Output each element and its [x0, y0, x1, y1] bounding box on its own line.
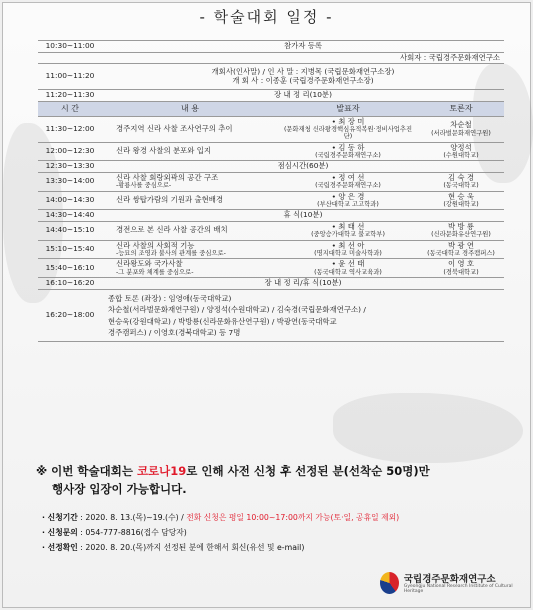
- session-title-cell: [102, 172, 278, 191]
- discussant-affiliation: (동국대학교): [443, 182, 479, 190]
- session-presenter-cell: [278, 240, 418, 259]
- info-label: · 신청기간: [42, 513, 78, 522]
- moderator-text: 사회자 : 국립경주문화재연구소: [102, 52, 504, 64]
- presenter-affiliation: (동국대학교 역사교육과): [314, 268, 382, 276]
- session-title: 신라 쌍탑가람의 기원과 출현배경: [116, 195, 224, 205]
- session-title: 신라 왕경 사찰의 분포와 입지: [116, 146, 212, 156]
- row-text: 휴 식(10분): [102, 210, 504, 222]
- discussant-name: 양정석: [450, 142, 472, 152]
- session-row: [38, 142, 504, 161]
- presenter-name: • 최 장 미: [331, 116, 365, 126]
- info-red-text: 전화 신청은 평일 10:00~17:00까지 가능(토·일, 공휴일 제외): [186, 513, 400, 522]
- session-row: [38, 221, 504, 240]
- table-header-row: [38, 101, 504, 116]
- session-presenter-cell: [278, 259, 418, 278]
- session-time: 11:30~12:00: [38, 116, 102, 142]
- discussant-name: 현 승 욱: [447, 191, 475, 201]
- presenter-affiliation: (국립경주문화재연구소): [315, 182, 381, 190]
- row-text: 장 내 정 리(10분): [102, 90, 504, 102]
- presenter-affiliation: (중앙승가대학교 불교학부): [311, 231, 385, 239]
- row-time: 14:30~14:40: [38, 210, 102, 222]
- session-time: 14:40~15:10: [38, 221, 102, 240]
- discussant-name: 박 광 연: [447, 240, 475, 250]
- table-row: [38, 210, 504, 222]
- session-time: 14:00~14:30: [38, 191, 102, 210]
- discussion-line: 차순철(서라벌문화재연구원) / 양정석(수원대학교) / 김숙경(국립문화재연구소) /: [108, 305, 366, 315]
- opening-text: [102, 64, 504, 90]
- session-presenter-cell: [278, 142, 418, 161]
- notice: [36, 463, 506, 499]
- discussant-affiliation: (신라문화유산연구원): [431, 231, 491, 239]
- table-row: [38, 161, 504, 173]
- session-title: 경전으로 본 신라 사찰 공간의 배치: [116, 225, 228, 235]
- table-row: [38, 278, 504, 290]
- session-time: 12:00~12:30: [38, 142, 102, 161]
- notice-line-1: [36, 463, 506, 481]
- discussant-affiliation: (경북대학교): [443, 268, 479, 276]
- row-time: 16:20~18:00: [38, 289, 102, 342]
- row-text: 장 내 정 리/휴 식(10분): [102, 278, 504, 290]
- session-title-cell: [102, 191, 278, 210]
- discussant-name: 차순철: [450, 120, 472, 130]
- session-discussant-cell: [418, 240, 504, 259]
- session-title: 경주지역 신라 사찰 조사연구의 추이: [116, 123, 233, 133]
- header-time: 시 간: [38, 101, 102, 116]
- session-time: 15:40~16:10: [38, 259, 102, 278]
- notice-highlight: 코로나19: [136, 464, 187, 478]
- session-discussant-cell: [418, 116, 504, 142]
- discussion-line: 현승욱(강원대학교) / 박방룡(신라문화유산연구원) / 박광연(동국대학교: [108, 316, 337, 326]
- session-group-1: [38, 116, 504, 161]
- header-title: 내 용: [102, 101, 278, 116]
- notice-suffix: 로 인해 사전 신청 후 선정된 분(선착순 50명)만: [186, 464, 430, 478]
- opening-line-2: 개 회 사 : 이종훈 (국립경주문화재연구소장): [232, 75, 374, 85]
- info-line: [42, 525, 502, 540]
- presenter-affiliation: (국립경주문화재연구소): [315, 152, 381, 160]
- institute-logo: [380, 568, 515, 598]
- discussion-line: 경주캠퍼스) / 이영호(경북대학교) 등 7명: [108, 328, 241, 338]
- info-label: · 신청문의: [42, 528, 78, 538]
- presenter-name: • 김 동 하: [331, 142, 365, 152]
- info-line: [42, 540, 502, 555]
- row-time: 12:30~13:30: [38, 161, 102, 173]
- header-presenter: 발표자: [278, 101, 418, 116]
- application-info: [42, 510, 502, 556]
- info-text: : 2020. 8. 13.(목)~19.(수) /: [77, 513, 187, 522]
- discussant-affiliation: (서라벌문화재연구원): [431, 129, 491, 137]
- discussant-affiliation: (강원대학교): [443, 201, 479, 209]
- session-discussant-cell: [418, 191, 504, 210]
- info-label: · 선정확인: [42, 543, 78, 553]
- session-subtitle: -그 분포와 체계를 중심으로-: [116, 268, 194, 276]
- session-presenter-cell: [278, 172, 418, 191]
- schedule-table: [38, 40, 504, 342]
- notice-prefix: ※ 이번 학술대회는: [36, 464, 137, 478]
- presenter-name: • 정 여 선: [331, 172, 365, 182]
- row-time: 11:20~11:30: [38, 90, 102, 102]
- session-title: 신라왕도와 국가사찰: [116, 259, 183, 269]
- session-presenter-cell: [278, 116, 418, 142]
- session-title-cell: [102, 142, 278, 161]
- session-time: 13:30~14:00: [38, 172, 102, 191]
- brush-texture-bottom: [333, 393, 523, 463]
- presenter-affiliation: (명지대학교 미술사학과): [314, 250, 382, 258]
- discussant-name: 박 방 룡: [447, 221, 475, 231]
- session-group-3: [38, 221, 504, 277]
- presenter-name: • 양 은 경: [331, 191, 365, 201]
- session-discussant-cell: [418, 221, 504, 240]
- row-time: [38, 52, 102, 64]
- opening-line-1: 개회사(인사말) / 인 사 말 : 지병목 (국립문화재연구소장): [211, 67, 395, 77]
- presenter-name: • 윤 선 태: [331, 259, 365, 269]
- logo-name: 국립경주문화재연구소: [403, 574, 496, 586]
- session-subtitle: -황룡사를 중심으로-: [116, 182, 172, 190]
- info-text: : 2020. 8. 20.(목)까지 선정된 분에 한해서 회신(유선 및 e-mail): [77, 543, 305, 553]
- row-time: 10:30~11:00: [38, 41, 102, 53]
- session-row: [38, 172, 504, 191]
- table-row: [38, 52, 504, 64]
- row-time: 11:00~11:20: [38, 64, 102, 90]
- institute-emblem-icon: [380, 572, 399, 594]
- discussant-name: 김 숙 경: [447, 172, 475, 182]
- session-presenter-cell: [278, 191, 418, 210]
- table-row: [38, 41, 504, 53]
- session-group-2: [38, 172, 504, 210]
- header-discussant: 토론자: [418, 101, 504, 116]
- info-line: [42, 510, 502, 525]
- presenter-affiliation: (부산대학교 고고학과): [317, 201, 379, 209]
- discussion-text: [102, 289, 504, 342]
- session-presenter-cell: [278, 221, 418, 240]
- row-time: 16:10~16:20: [38, 278, 102, 290]
- session-row: [38, 259, 504, 278]
- session-title-cell: [102, 116, 278, 142]
- discussant-affiliation: (수원대학교): [443, 152, 479, 160]
- session-title-cell: [102, 259, 278, 278]
- presenter-name: • 최 태 선: [331, 221, 365, 231]
- session-title-cell: [102, 221, 278, 240]
- session-row: [38, 191, 504, 210]
- session-subtitle: -능묘의 조영과 불사의 관계를 중심으로-: [116, 250, 226, 258]
- discussion-line: 종합 토론 (좌장) : 임영애(동국대학교): [108, 293, 232, 303]
- discussant-affiliation: (동국대학교 경주캠퍼스): [427, 250, 495, 258]
- presenter-name: • 최 선 아: [331, 240, 365, 250]
- notice-line-2: 행사장 입장이 가능합니다.: [52, 481, 187, 496]
- presenter-affiliation: (문화재청 신라왕경핵심유적복원·정비사업추진단): [283, 126, 413, 141]
- table-row: [38, 289, 504, 342]
- session-discussant-cell: [418, 172, 504, 191]
- session-title-cell: [102, 240, 278, 259]
- row-text: 참가자 등록: [102, 41, 504, 53]
- session-time: 15:10~15:40: [38, 240, 102, 259]
- logo-english: Gyeongju National Research Institute of Cultural Heritage: [403, 584, 513, 594]
- session-discussant-cell: [418, 142, 504, 161]
- table-row: [38, 64, 504, 90]
- table-row: [38, 90, 504, 102]
- session-row: [38, 240, 504, 259]
- info-text: : 054-777-8816(접수 담당자): [77, 528, 187, 538]
- session-row: [38, 116, 504, 142]
- row-text: 점심시간(60분): [102, 161, 504, 173]
- session-discussant-cell: [418, 259, 504, 278]
- discussant-name: 이 영 호: [447, 259, 475, 269]
- session-title: 신라 사찰의 사회적 기능: [116, 240, 195, 250]
- session-title: 신라 사찰 회랑외곽의 공간 구조: [116, 172, 219, 182]
- page-title: - 학술대회 일정 -: [199, 8, 334, 26]
